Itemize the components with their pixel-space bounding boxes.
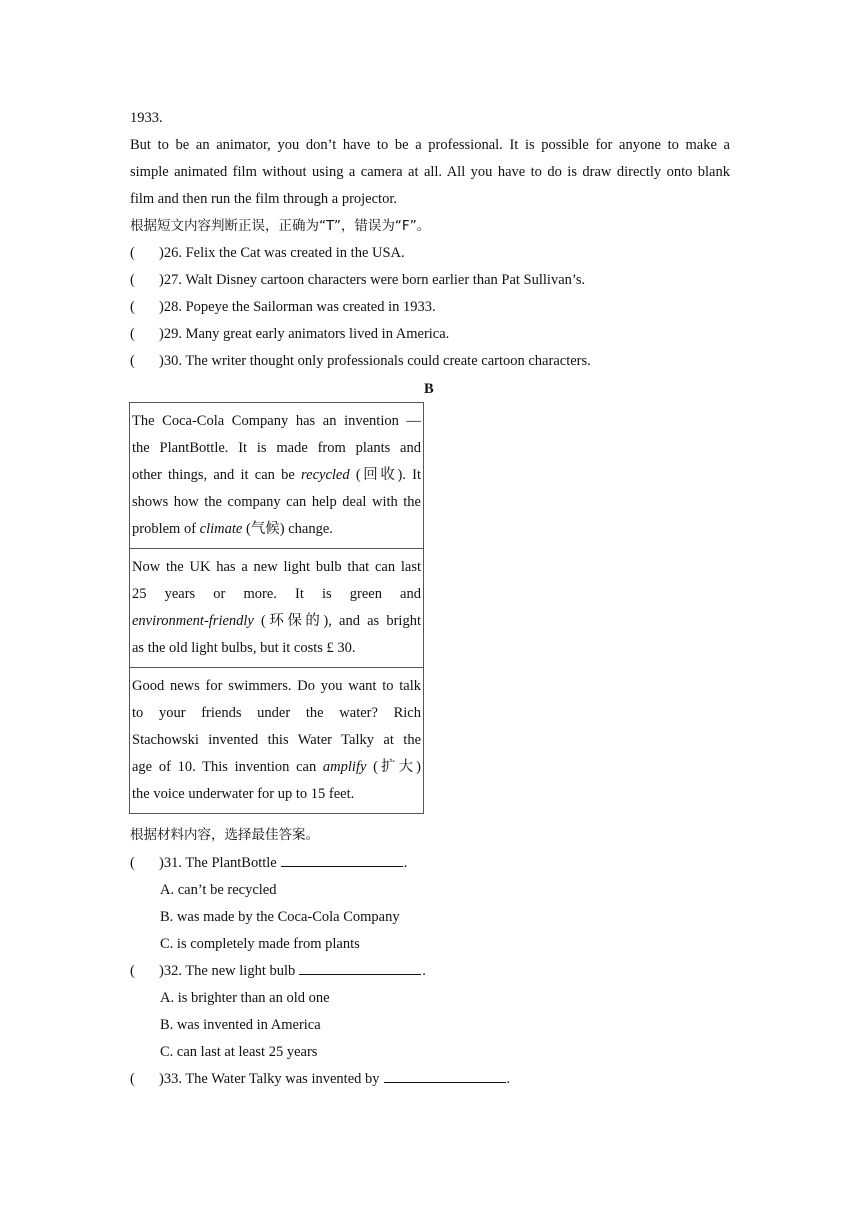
question-text: )30. The writer thought only professionals could create cartoon characters. (159, 353, 591, 369)
option-b[interactable]: B. was invented in America (160, 1017, 321, 1033)
passage-b-table (129, 402, 424, 814)
box-line: problem of climate (气候) change. (132, 521, 333, 537)
answer-paren[interactable]: ( (130, 1071, 135, 1087)
tf-question-26 (130, 243, 405, 263)
option-c[interactable]: C. can last at least 25 years (160, 1044, 318, 1060)
answer-paren[interactable]: ( (130, 353, 135, 369)
box-line: as the old light bulbs, but it costs £ 30. (132, 640, 356, 656)
keyword-recycled: recycled (301, 467, 350, 483)
paragraph-line: film and then run the film through a projector. (130, 191, 397, 207)
box-line: Good news for swimmers. Do you want to talk (132, 678, 421, 694)
tf-instruction: 根据短文内容判断正误，正确为“T”，错误为“F”。 (130, 218, 431, 234)
tf-question-29 (130, 324, 449, 344)
passage-box-water-talky (130, 668, 423, 813)
mc-question-33: ( )33. The Water Talky was invented by . (130, 1071, 511, 1087)
answer-paren[interactable]: ( (130, 326, 135, 342)
keyword-environment-friendly: environment-friendly (132, 613, 254, 629)
passage-box-plantbottle (130, 403, 423, 549)
question-text: )32. The new light bulb (159, 963, 296, 979)
answer-blank[interactable] (299, 962, 421, 975)
option-c[interactable]: C. is completely made from plants (160, 936, 360, 952)
option-a[interactable]: A. can’t be recycled (160, 882, 277, 898)
answer-paren[interactable]: ( (130, 299, 135, 315)
box-line: age of 10. This invention can amplify (扩大) (132, 759, 421, 775)
question-text: )28. Popeye the Sailorman was created in 1933. (159, 299, 436, 315)
mc-question-31: ( )31. The PlantBottle . (130, 855, 408, 871)
box-line: the PlantBottle. It is made from plants and (132, 440, 421, 456)
answer-blank[interactable] (281, 854, 403, 867)
answer-paren[interactable]: ( (130, 272, 135, 288)
answer-paren[interactable]: ( (130, 963, 135, 979)
question-text: )27. Walt Disney cartoon characters were born earlier than Pat Sullivan’s. (159, 272, 586, 288)
question-text: )33. The Water Talky was invented by (159, 1071, 380, 1087)
box-line: environment-friendly (环保的), and as bright (132, 613, 421, 629)
box-line: to your friends under the water? Rich (132, 705, 421, 721)
tf-question-28 (130, 297, 436, 317)
box-line: shows how the company can help deal with the (132, 494, 421, 510)
answer-paren[interactable]: ( (130, 245, 135, 261)
paragraph-line: But to be an animator, you don’t have to be a professional. It is possible for anyone to make a (130, 137, 730, 153)
keyword-amplify: amplify (322, 759, 367, 775)
answer-blank[interactable] (384, 1070, 506, 1083)
box-line: the voice underwater for up to 15 feet. (132, 786, 355, 802)
box-line: Now the UK has a new light bulb that can last (132, 559, 421, 575)
box-line: other things, and it can be recycled (回收). It (132, 467, 422, 483)
option-a[interactable]: A. is brighter than an old one (160, 990, 330, 1006)
tf-question-30 (130, 351, 591, 371)
question-text: )29. Many great early animators lived in America. (159, 326, 450, 342)
paragraph-line: simple animated film without using a camera at all. All you have to do is draw directly onto blank (130, 164, 730, 180)
question-text: )31. The PlantBottle (159, 855, 277, 871)
question-text: )26. Felix the Cat was created in the USA. (159, 245, 405, 261)
mc-question-32: ( )32. The new light bulb . (130, 963, 426, 979)
box-line: Stachowski invented this Water Talky at the (132, 732, 421, 748)
passage-box-light-bulb (130, 549, 423, 668)
box-line: The Coca-Cola Company has an invention — (132, 413, 421, 429)
keyword-climate: climate (199, 521, 243, 537)
option-b[interactable]: B. was made by the Coca-Cola Company (160, 909, 400, 925)
answer-paren[interactable]: ( (130, 855, 135, 871)
mc-instruction: 根据材料内容，选择最佳答案。 (130, 827, 319, 843)
year-line: 1933. (130, 110, 163, 126)
tf-question-27 (130, 270, 585, 290)
section-heading: B (424, 381, 434, 397)
box-line: 25 years or more. It is green and (132, 586, 421, 602)
